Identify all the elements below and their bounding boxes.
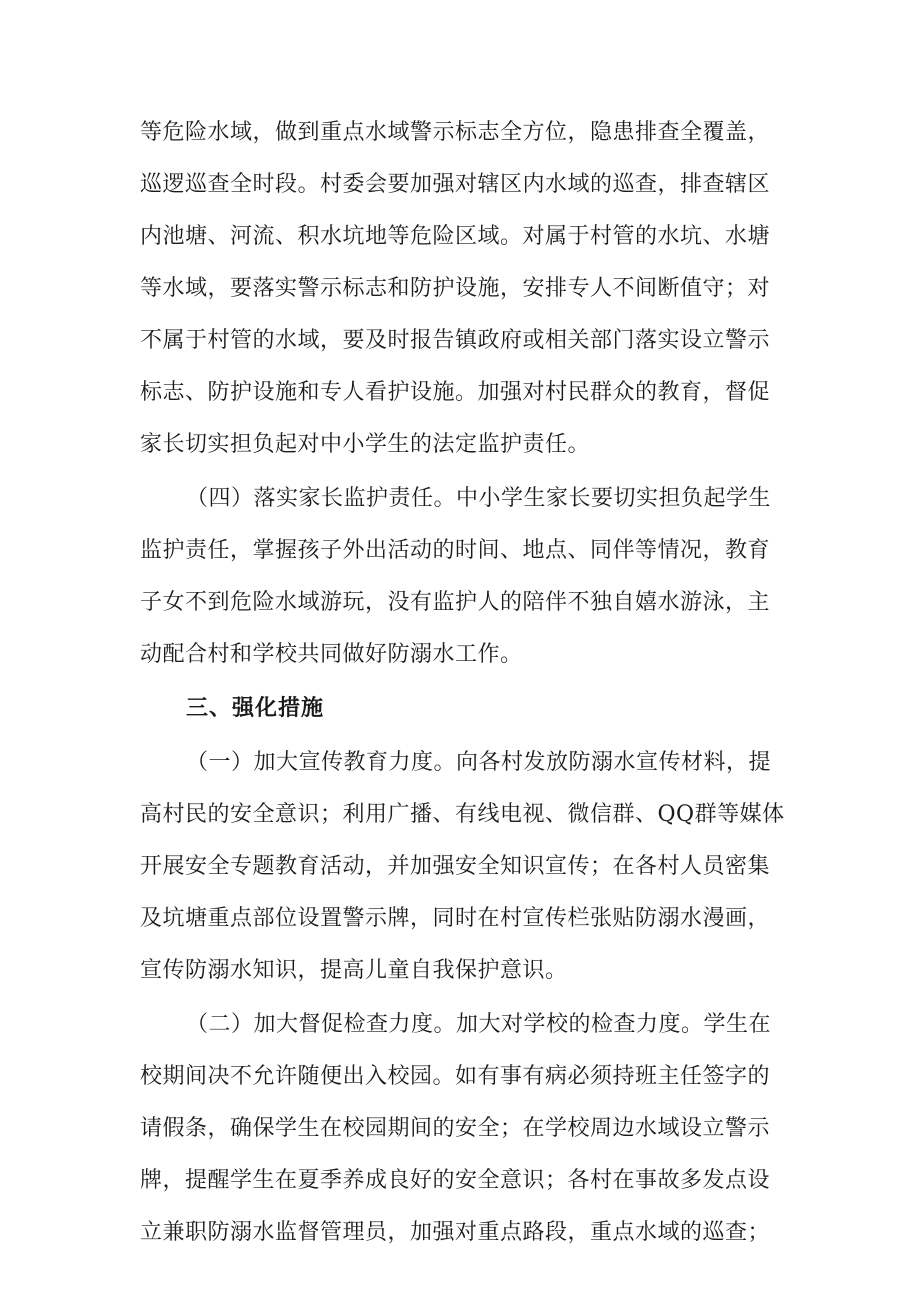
section-heading: 三、强化措施 bbox=[186, 696, 325, 721]
text-line: 立兼职防溺水监督管理员，加强对重点路段，重点水域的巡查； bbox=[140, 1220, 771, 1245]
text-line: 监护责任，掌握孩子外出活动的时间、地点、同伴等情况，教育 bbox=[140, 538, 771, 563]
text-line: 高村民的安全意识；利用广播、有线电视、微信群、QQ群等媒体 bbox=[140, 802, 785, 827]
text-line: 标志、防护设施和专人看护设施。加强对村民群众的教育，督促 bbox=[140, 380, 771, 405]
text-line: 开展安全专题教育活动，并加强安全知识宣传；在各村人员密集 bbox=[140, 854, 771, 879]
text-line: 内池塘、河流、积水坑地等危险区域。对属于村管的水坑、水塘 bbox=[140, 224, 771, 249]
paragraph-start-line: （四）落实家长监护责任。中小学生家长要切实担负起学生 bbox=[186, 486, 772, 511]
text-line: 校期间决不允许随便出入校园。如有事有病必须持班主任签字的 bbox=[140, 1064, 771, 1089]
text-line: 等危险水域，做到重点水域警示标志全方位，隐患排查全覆盖， bbox=[140, 120, 771, 145]
text-line: 宣传防溺水知识，提高儿童自我保护意识。 bbox=[140, 958, 568, 983]
paragraph-start-line: （二）加大督促检查力度。加大对学校的检查力度。学生在 bbox=[186, 1012, 772, 1037]
text-line: 子女不到危险水域游玩，没有监护人的陪伴不独自嬉水游泳，主 bbox=[140, 590, 771, 615]
text-line: 请假条，确保学生在校园期间的安全；在学校周边水域设立警示 bbox=[140, 1116, 771, 1141]
text-line: 及坑塘重点部位设置警示牌，同时在村宣传栏张贴防溺水漫画， bbox=[140, 906, 771, 931]
text-line: 巡逻巡查全时段。村委会要加强对辖区内水域的巡查，排查辖区 bbox=[140, 172, 771, 197]
text-line: 等水域，要落实警示标志和防护设施，安排专人不间断值守；对 bbox=[140, 276, 771, 301]
text-line: 牌，提醒学生在夏季养成良好的安全意识；各村在事故多发点设 bbox=[140, 1168, 771, 1193]
text-line: 动配合村和学校共同做好防溺水工作。 bbox=[140, 642, 523, 667]
paragraph-start-line: （一）加大宣传教育力度。向各村发放防溺水宣传材料，提 bbox=[186, 750, 772, 775]
text-line: 不属于村管的水域，要及时报告镇政府或相关部门落实设立警示 bbox=[140, 328, 771, 353]
text-line: 家长切实担负起对中小学生的法定监护责任。 bbox=[140, 432, 591, 457]
